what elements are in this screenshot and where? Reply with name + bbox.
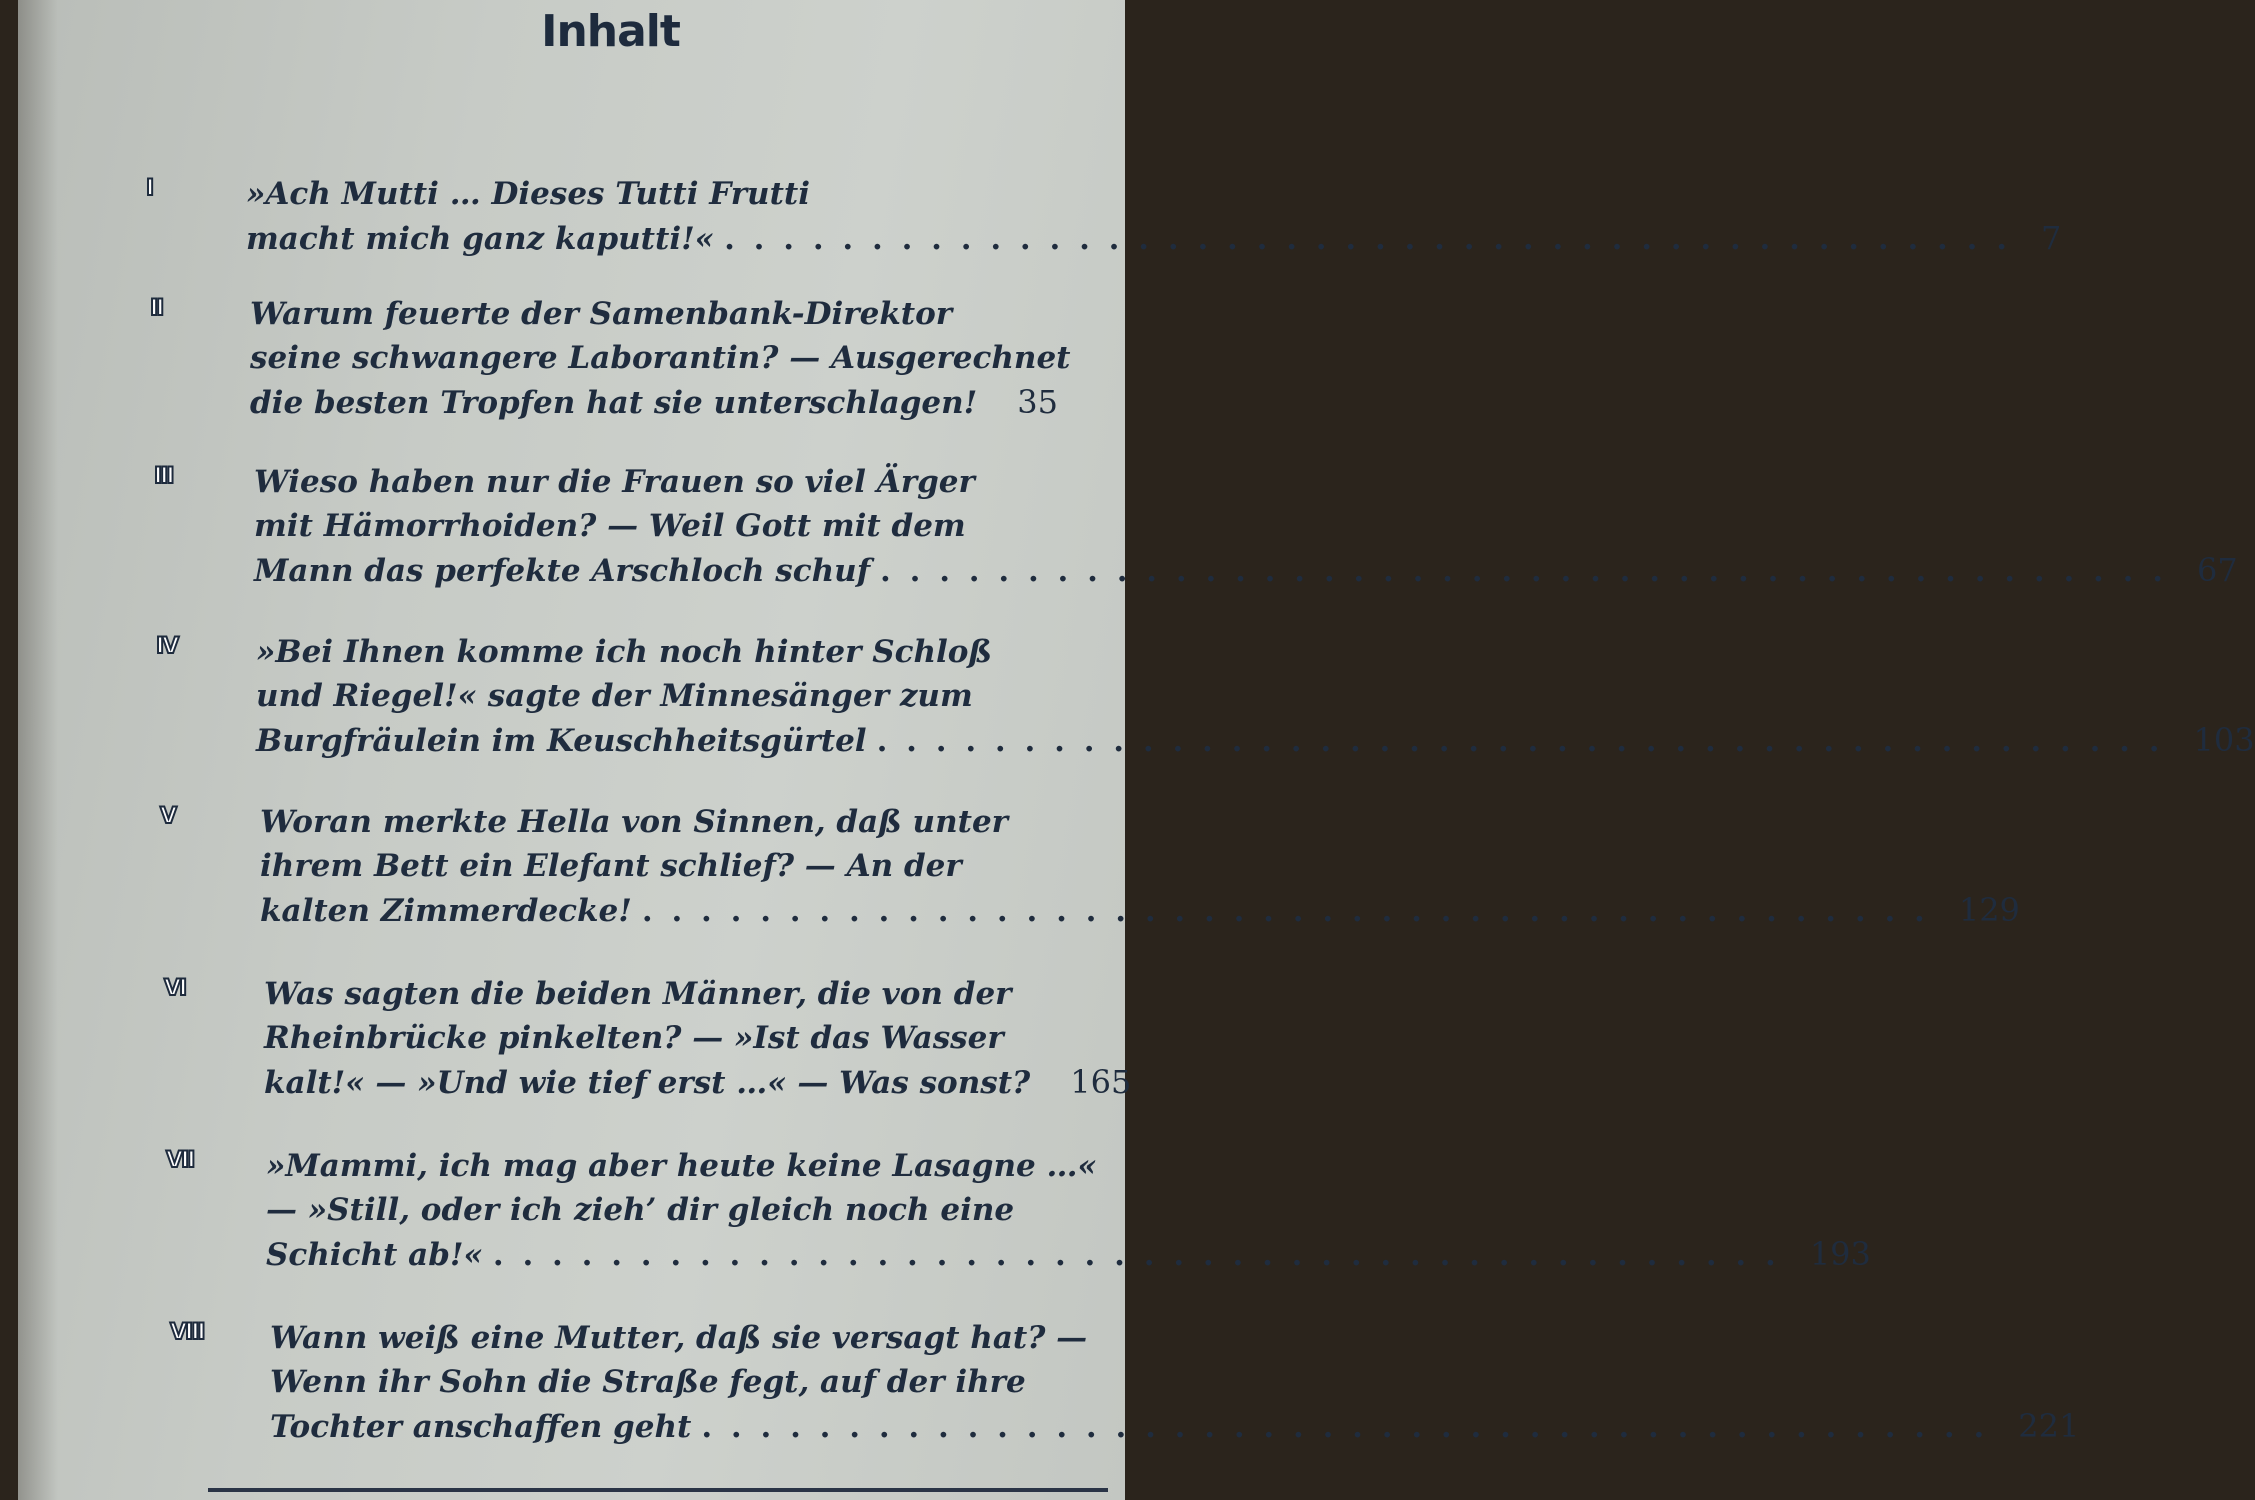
- page-number: 193: [1809, 1235, 1871, 1273]
- entry-line: Rheinbrücke pinkelten? — »Ist das Wasser: [264, 1020, 1004, 1056]
- entry-last-line: [264, 1060, 1132, 1105]
- entry-line: macht mich ganz kaputti!«: [246, 221, 715, 257]
- entry-last-line: [246, 216, 2062, 261]
- entry-line: »Mammi, ich mag aber heute keine Lasagne …«: [266, 1148, 1097, 1184]
- entry-last-line: [256, 718, 2255, 763]
- page-number: 221: [2018, 1407, 2080, 1445]
- entry-last-line: [266, 1232, 1871, 1277]
- book-page: [18, 0, 2255, 1500]
- entry-line: ihrem Bett ein Elefant schlief? — An der: [260, 848, 962, 884]
- entry-line: Wenn ihr Sohn die Straße fegt, auf der ihre: [270, 1364, 1026, 1400]
- entry-last-line: [270, 1404, 2080, 1449]
- entry-line: Tochter anschaffen geht: [270, 1409, 692, 1445]
- chapter-numeral: III: [154, 464, 173, 489]
- entry-line: Burgfräulein im Keuschheitsgürtel: [256, 723, 867, 759]
- entry-last-line: [254, 548, 2238, 593]
- entry-line: Wann weiß eine Mutter, daß sie versagt hat? —: [270, 1320, 1088, 1356]
- entry-line: kalt!« — »Und wie tief erst …« — Was sonst?: [264, 1065, 1031, 1101]
- leader-dots: . . . . . . . . . . . . . . . . . . . . . . . . . . . . . . . . . . . . . . . . . . . .: [880, 553, 2167, 589]
- entry-line: »Bei Ihnen komme ich noch hinter Schloß: [256, 634, 993, 670]
- chapter-numeral: V: [160, 804, 176, 829]
- entry-line: seine schwangere Laborantin? — Ausgerechnet: [250, 340, 1071, 376]
- entry-line: Was sagten die beiden Männer, die von der: [264, 976, 1012, 1012]
- leader-dots: . . . . . . . . . . . . . . . . . . . . . . . . . . . . . . . . . . . . . . . . . . . .: [701, 1409, 1989, 1445]
- entry-line: Woran merkte Hella von Sinnen, daß unter: [260, 804, 1008, 840]
- entry-line: »Ach Mutti … Dieses Tutti Frutti: [246, 176, 811, 212]
- page-number: 129: [1958, 891, 2020, 929]
- chapter-numeral: IV: [156, 634, 178, 659]
- leader-dots: . . . . . . . . . . . . . . . . . . . . . . . . . . . . . . . . . . . . . . . . . . . .: [724, 221, 2012, 257]
- entry-line: Schicht ab!«: [266, 1237, 483, 1273]
- bottom-rule: [208, 1488, 1108, 1492]
- entry-line: und Riegel!« sagte der Minnesänger zum: [256, 678, 973, 714]
- entry-line: — »Still, oder ich zieh’ dir gleich noch eine: [266, 1192, 1015, 1228]
- entry-line: mit Hämorrhoiden? — Weil Gott mit dem: [254, 508, 966, 544]
- page-number: 103: [2193, 721, 2255, 759]
- page-number: 67: [2197, 551, 2238, 589]
- entry-line: die besten Tropfen hat sie unterschlagen!: [250, 385, 978, 421]
- page-number: 35: [1017, 383, 1059, 421]
- spine-shadow: [18, 0, 58, 1500]
- leader-dots: . . . . . . . . . . . . . . . . . . . . . . . . . . . . . . . . . . . . . . . . . . . .: [641, 893, 1929, 929]
- entry-line: Warum feuerte der Samenbank-Direktor: [250, 296, 953, 332]
- page-number: 7: [2041, 219, 2062, 257]
- page-title: Inhalt: [541, 6, 680, 57]
- chapter-numeral: VIII: [170, 1320, 204, 1345]
- entry-last-line: [260, 888, 2020, 933]
- entry-line: Mann das perfekte Arschloch schuf: [254, 553, 871, 589]
- chapter-numeral: II: [150, 296, 163, 321]
- page-number: 165: [1070, 1063, 1132, 1101]
- chapter-numeral: VII: [166, 1148, 194, 1173]
- leader-dots: . . . . . . . . . . . . . . . . . . . . . . . . . . . . . . . . . . . . . . . . . . . .: [492, 1237, 1780, 1273]
- leader-dots: . . . . . . . . . . . . . . . . . . . . . . . . . . . . . . . . . . . . . . . . . . . .: [876, 723, 2164, 759]
- entry-line: kalten Zimmerdecke!: [260, 893, 632, 929]
- entry-last-line: [250, 380, 1059, 425]
- chapter-numeral: I: [146, 176, 153, 201]
- entry-line: Wieso haben nur die Frauen so viel Ärger: [254, 464, 975, 500]
- chapter-numeral: VI: [164, 976, 186, 1001]
